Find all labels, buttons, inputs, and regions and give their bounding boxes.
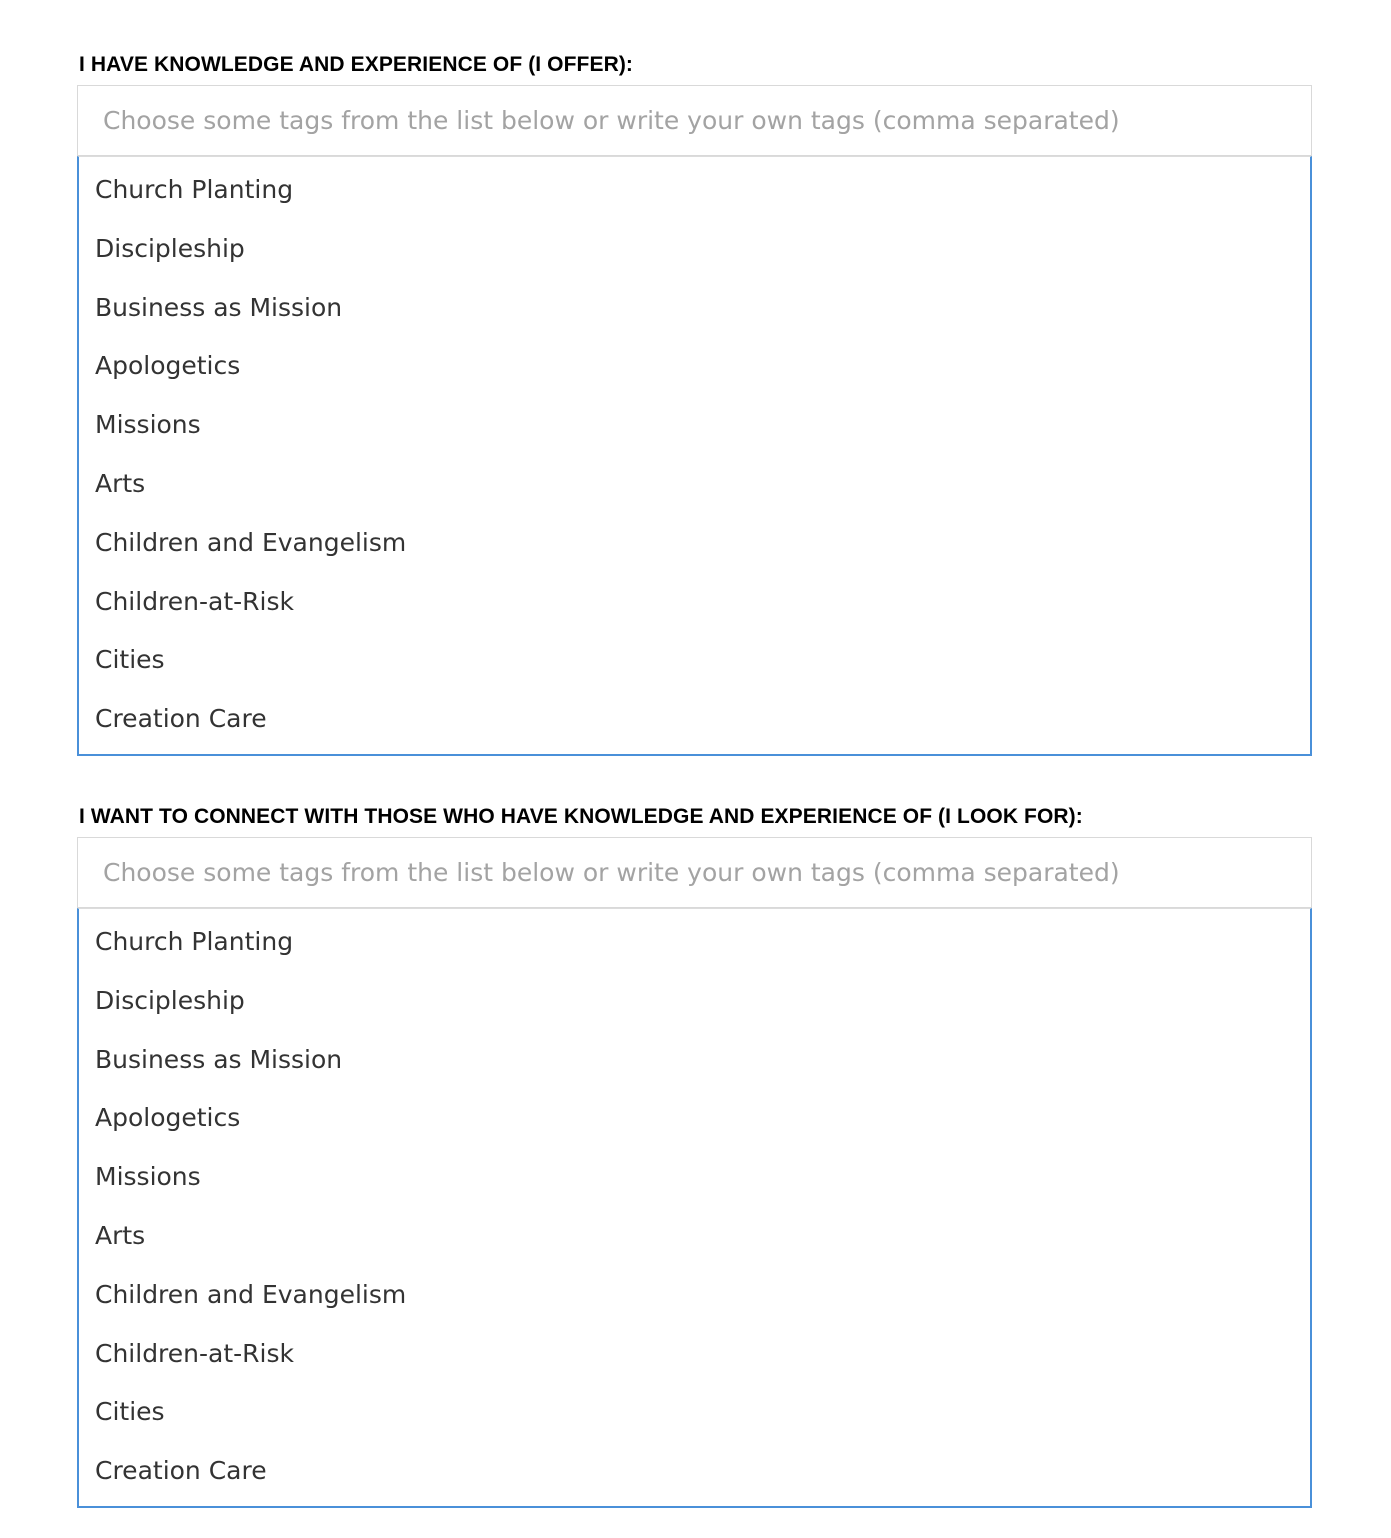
tag-option-apologetics[interactable]: Apologetics (95, 351, 241, 381)
tag-option-children-at-risk[interactable]: Children-at-Risk (95, 586, 294, 616)
tag-option-arts[interactable]: Arts (95, 468, 146, 498)
tag-option-cities[interactable]: Cities (95, 1397, 165, 1427)
tag-option-business-as-mission[interactable]: Business as Mission (95, 1044, 343, 1074)
offer-field-label: I HAVE KNOWLEDGE AND EXPERIENCE OF (I OFFER): (79, 53, 634, 76)
tag-option-discipleship[interactable]: Discipleship (95, 233, 245, 263)
look-for-section (77, 804, 1312, 1508)
tag-option-children-at-risk[interactable]: Children-at-Risk (95, 1338, 294, 1368)
tag-option-cities[interactable]: Cities (95, 645, 165, 675)
tag-option-missions[interactable]: Missions (95, 410, 201, 440)
tag-option-children-and-evangelism[interactable]: Children and Evangelism (95, 1279, 407, 1309)
tag-option-business-as-mission[interactable]: Business as Mission (95, 292, 343, 322)
tag-option-missions[interactable]: Missions (95, 1162, 201, 1192)
look-for-tags-input[interactable] (77, 837, 1312, 908)
tag-option-creation-care[interactable]: Creation Care (95, 704, 267, 734)
tag-option-children-and-evangelism[interactable]: Children and Evangelism (95, 527, 407, 557)
offer-tags-input[interactable] (77, 85, 1312, 156)
tag-option-apologetics[interactable]: Apologetics (95, 1103, 241, 1133)
look-for-tag-dropdown[interactable] (77, 908, 1312, 1508)
tag-option-church-planting[interactable]: Church Planting (95, 927, 294, 956)
tag-option-creation-care[interactable]: Creation Care (95, 1456, 267, 1486)
offer-tag-dropdown[interactable] (77, 156, 1312, 756)
tag-option-discipleship[interactable]: Discipleship (95, 985, 245, 1015)
tag-option-church-planting[interactable]: Church Planting (95, 175, 294, 204)
tag-option-arts[interactable]: Arts (95, 1220, 146, 1250)
offer-section (77, 52, 1312, 756)
look-for-field-label: I WANT TO CONNECT WITH THOSE WHO HAVE KNOWLEDGE AND EXPERIENCE OF (I LOOK FOR): (79, 805, 1083, 828)
